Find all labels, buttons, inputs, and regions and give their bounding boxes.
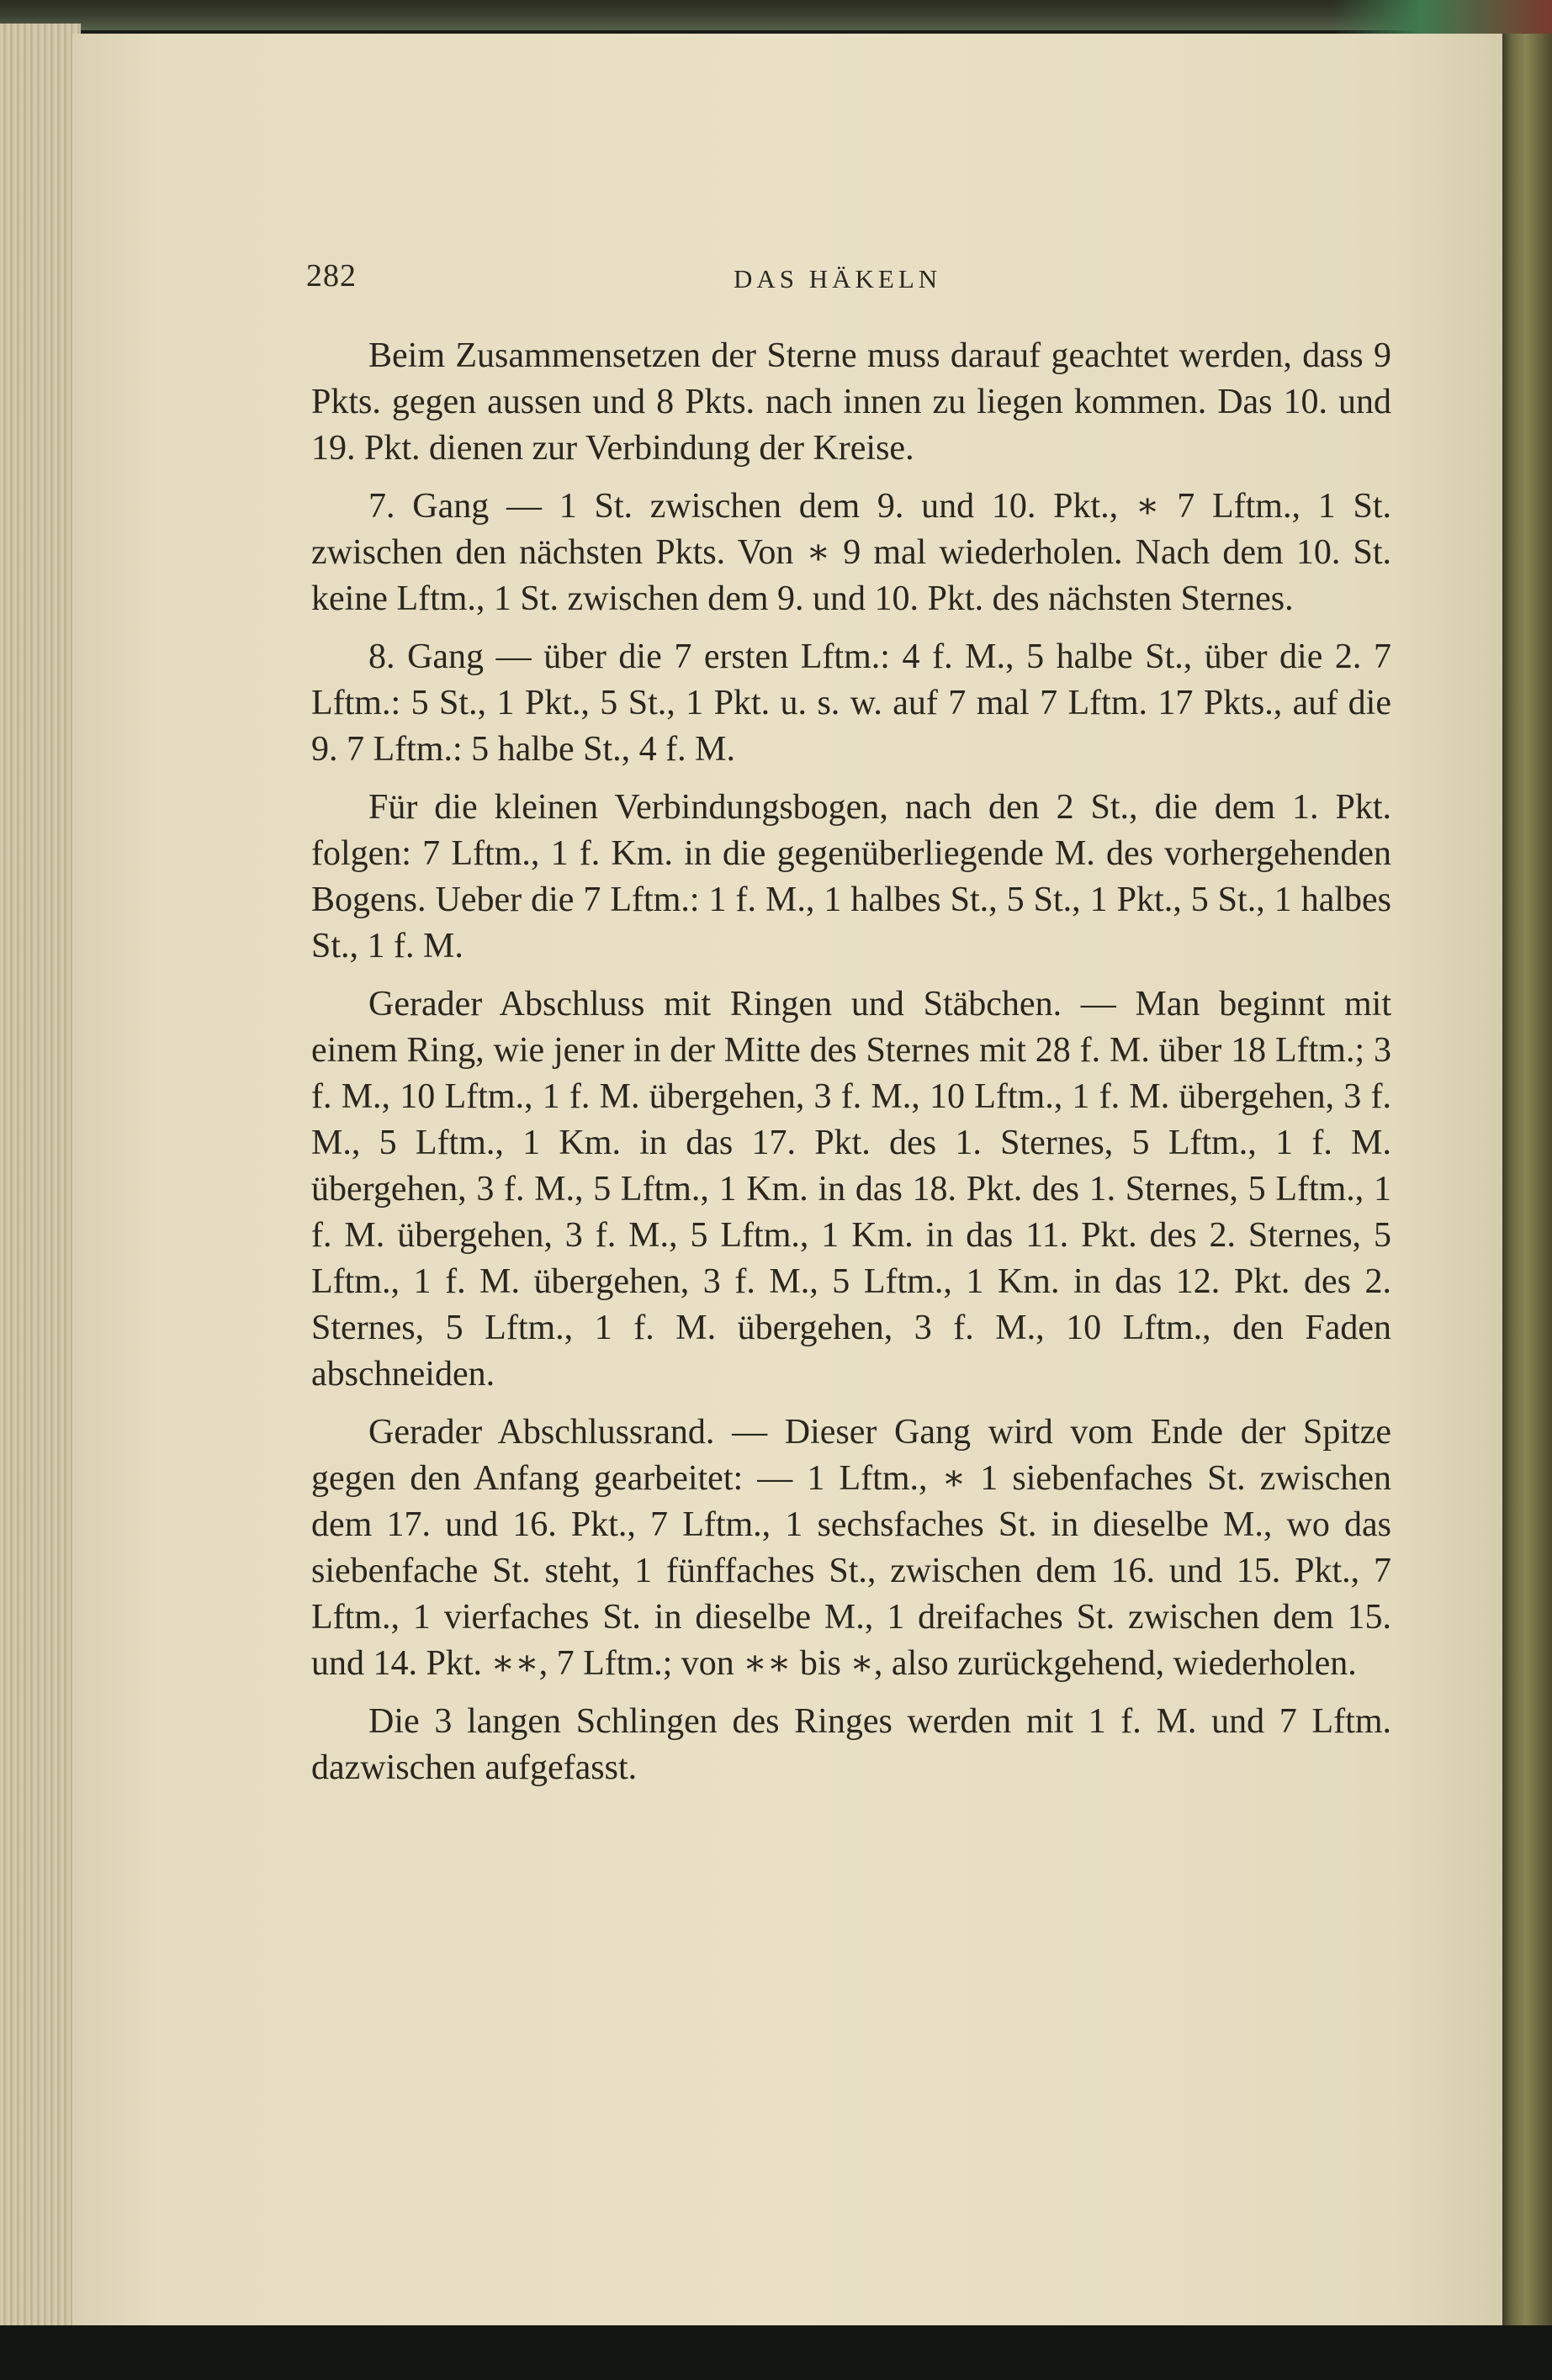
book-bottom-edge — [0, 2325, 1552, 2380]
book-cover-right — [1499, 34, 1552, 2325]
paragraph: 8. Gang — über die 7 ersten Lftm.: 4 f. M., 5 halbe St., über die 2. 7 Lftm.: 5 St., 1 Pkt., 5 St., 1 Pkt. u. s. w. auf 7 mal 7 Lftm. 17 Pkts., auf die 9. 7 Lftm.: 5 halbe St., 4 f. M. — [311, 637, 1391, 769]
chapter-title: DAS HÄKELN — [734, 264, 942, 294]
paragraph: 7. Gang — 1 St. zwischen dem 9. und 10. Pkt., ∗ 7 Lftm., 1 St. zwischen den nächsten Pkts. Von ∗ 9 mal wiederholen. Nach dem 10. St. keine Lftm., 1 St. zwischen dem 9. und 10. Pkt. des nächsten Sternes. — [311, 487, 1391, 618]
paragraph: Gerader Abschluss mit Ringen und Stäbchen. — Man beginnt mit einem Ring, wie jener in der Mitte des Sternes mit 28 f. M. über 18 Lftm.; 3 f. M., 10 Lftm., 1 f. M. übergehen, 3 f. M., 10 Lftm., 1 f. M. übergehen, 3 f. M., 5 Lftm., 1 Km. in das 17. Pkt. des 1. Sternes, 5 Lftm., 1 f. M. übergehen, 3 f. M., 5 Lftm., 1 Km. in das 18. Pkt. des 1. Sternes, 5 Lftm., 1 f. M. übergehen, 3 f. M., 5 Lftm., 1 Km. in das 11. Pkt. des 2. Sternes, 5 Lftm., 1 f. M. übergehen, 3 f. M., 5 Lftm., 1 Km. in das 12. Pkt. des 2. Sternes, 5 Lftm., 1 f. M. übergehen, 3 f. M., 10 Lftm., den Faden abschneiden. — [311, 985, 1391, 1394]
paragraph: Beim Zusammensetzen der Sterne muss darauf geachtet werden, dass 9 Pkts. gegen aussen und 8 Pkts. nach innen zu liegen kommen. Das 10. und 19. Pkt. dienen zur Verbindung der Kreise. — [311, 336, 1391, 468]
page-number: 282 — [306, 258, 357, 294]
paragraph: Für die kleinen Verbindungsbogen, nach den 2 St., die dem 1. Pkt. folgen: 7 Lftm., 1 f. Km. in die gegenüberliegende M. des vorhergehenden Bogens. Ueber die 7 Lftm.: 1 f. M., 1 halbes St., 5 St., 1 Pkt., 5 St., 1 halbes St., 1 f. M. — [311, 788, 1391, 965]
page-stack-left — [0, 24, 81, 2328]
paragraph: Gerader Abschlussrand. — Dieser Gang wird vom Ende der Spitze gegen den Anfang gearbeitet: — 1 Lftm., ∗ 1 siebenfaches St. zwischen dem 17. und 16. Pkt., 7 Lftm., 1 sechsfaches St. in dieselbe M., wo das siebenfache St. steht, 1 fünffaches St., zwischen dem 16. und 15. Pkt., 7 Lftm., 1 vierfaches St. in dieselbe M., 1 dreifaches St. zwischen dem 15. und 14. Pkt. ∗∗, 7 Lftm.; von ∗∗ bis ∗, also zurückgehend, wiederholen. — [311, 1413, 1391, 1683]
bookmark-ribbon — [1333, 0, 1552, 37]
book-top-edge — [0, 0, 1552, 30]
running-head — [306, 257, 1391, 308]
paragraph: Die 3 langen Schlingen des Ringes werden mit 1 f. M. und 7 Lftm. dazwischen aufgefasst. — [311, 1702, 1391, 1787]
body-text — [311, 333, 1391, 1803]
